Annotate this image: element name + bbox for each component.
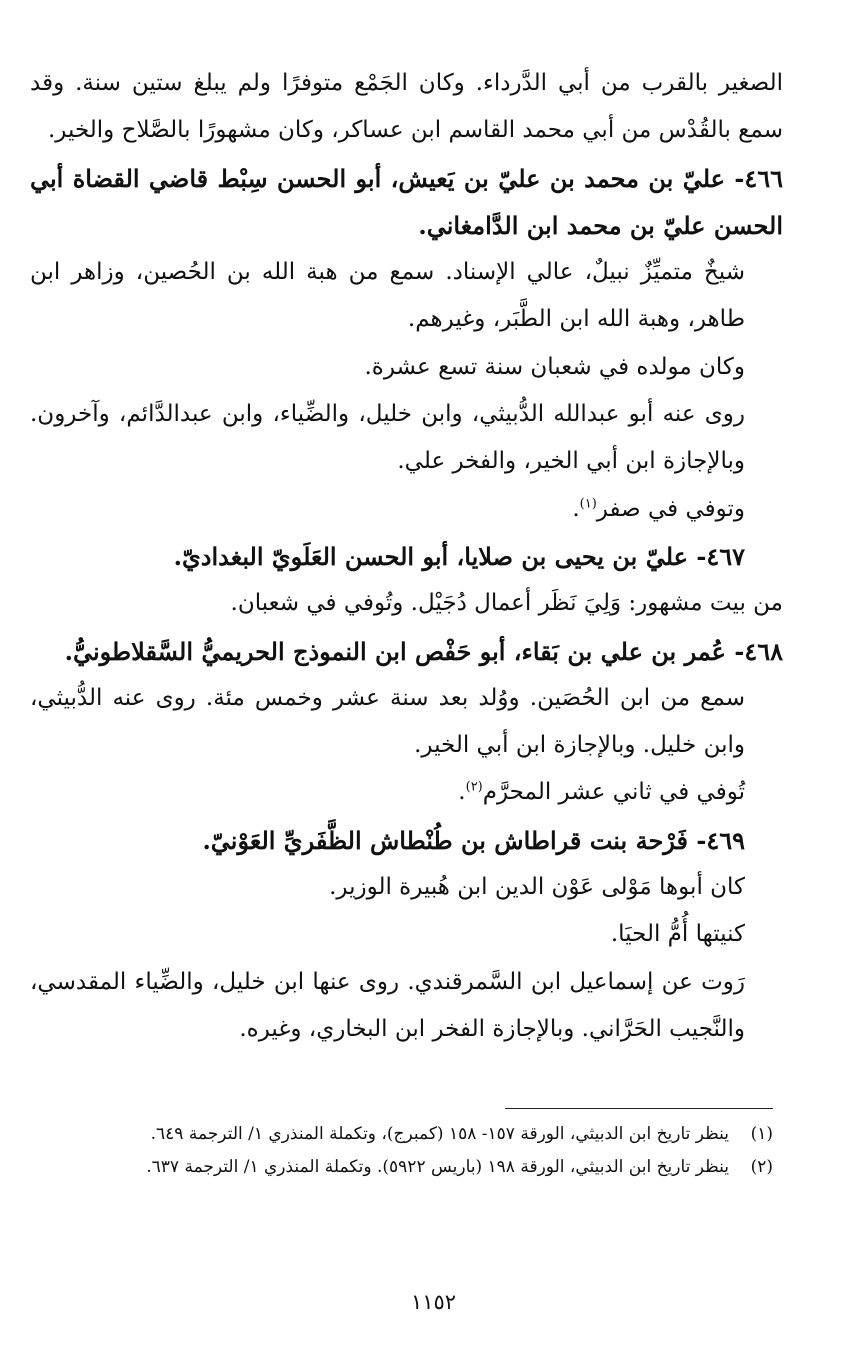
footnote-ref-2[interactable]: (٢) xyxy=(465,779,483,795)
footnote-2 xyxy=(28,1153,773,1182)
entry-466-heading xyxy=(30,155,783,250)
entry-469-paragraph-3: رَوت عن إسماعيل ابن السَّمرقندي. روى عنها ابن خليل، والضِّياء المقدسي، والنَّجيب الحَرَّاني. وبالإجازة الفخر ابن البخاري، وغيره. xyxy=(30,968,745,1042)
entry-466-death-end: . xyxy=(572,495,580,522)
entry-468-title: عُمر بن علي بن بَقاء، أبو حَفْص ابن النموذج الحريميُّ السَّقلاطونيُّ. xyxy=(64,636,726,666)
entry-467-heading xyxy=(30,533,783,580)
entry-466-paragraph-3: روى عنه أبو عبدالله الدُّبيثي، وابن خليل، والضِّياء، وابن عبدالدَّائم، وآخرون. وبالإجازة ابن أبي الخير، والفخر علي. xyxy=(30,401,745,475)
entry-468-number: ٤٦٨- xyxy=(734,636,783,666)
entry-466-paragraph-1: شيخٌ متميِّزٌ نبيلٌ، عالي الإسناد. سمع من هبة الله بن الحُصين، وزاهر ابن طاهر، وهبة الله ابن الطَّبَر، وغيرهم. xyxy=(30,259,745,333)
entry-468-death-text: تُوفي في ثاني عشر المحرَّم xyxy=(482,779,745,806)
entry-467-number: ٤٦٧- xyxy=(696,541,745,571)
footnote-1-mark: (١) xyxy=(750,1124,773,1144)
entry-466-death-text: وتوفي في صفر xyxy=(596,495,745,522)
main-text xyxy=(30,60,783,1053)
entry-466-title: عليّ بن محمد بن عليّ بن يَعيش، أبو الحسن سِبْط قاضي القضاة أبي الحسن عليّ بن محمد ابن الدَّامغاني. xyxy=(30,163,783,240)
footnote-2-text: ينظر تاريخ ابن الدبيثي، الورقة ١٩٨ (باريس ٥٩٢٢). وتكملة المنذري ١/ الترجمة ٦٣٧. xyxy=(146,1157,729,1177)
entry-466-number: ٤٦٦- xyxy=(734,163,784,193)
footnote-separator xyxy=(505,1108,773,1109)
entry-469-title: فَرْحة بنت قراطاش بن طُنْطاش الظَّفَريِّ العَوْنيّ. xyxy=(202,825,688,855)
entry-468-paragraph-2 xyxy=(30,769,783,816)
page-number: ١١٥٢ xyxy=(410,1290,457,1314)
entry-466-paragraph-2: وكان مولده في شعبان سنة تسع عشرة. xyxy=(364,353,745,380)
entry-468-paragraph-1: سمع من ابن الحُصَين. ووُلد بعد سنة عشر وخمس مئة. روى عنه الدُّبيثي، وابن خليل. وبالإجازة ابن أبي الخير. xyxy=(30,684,745,759)
footnote-1 xyxy=(28,1120,773,1149)
continuation-paragraph: الصغير بالقرب من أبي الدَّرداء. وكان الجَمْع متوفرًا ولم يبلغ ستين سنة. وقد سمع بالقُدْس من أبي محمد القاسم ابن عساكر، وكان مشهورًا بالصَّلاح والخير. xyxy=(30,70,783,144)
entry-469-paragraph-1: كان أبوها مَوْلى عَوْن الدين ابن هُبيرة الوزير. xyxy=(329,874,745,901)
entry-467-paragraph-1: من بيت مشهور: وَلِيَ نَظَر أعمال دُجَيْل. وتُوفي في شعبان. xyxy=(230,590,783,617)
entry-468-death-end: . xyxy=(458,779,466,806)
entry-468-heading xyxy=(30,628,783,675)
footnotes xyxy=(28,1120,773,1186)
entry-469-number: ٤٦٩- xyxy=(696,825,745,855)
entry-466-paragraph-4 xyxy=(30,486,783,533)
entry-469-paragraph-2: كنيتها أُمُّ الحيَا. xyxy=(610,921,745,948)
entry-467-title: عليّ بن يحيى بن صلايا، أبو الحسن العَلَويّ البغداديّ. xyxy=(173,541,688,571)
footnote-1-text: ينظر تاريخ ابن الدبيثي، الورقة ١٥٧- ١٥٨ (كمبرج)، وتكملة المنذري ١/ الترجمة ٦٤٩. xyxy=(150,1124,729,1144)
entry-469-heading xyxy=(30,817,783,864)
footnote-ref-1[interactable]: (١) xyxy=(579,496,597,512)
footnote-2-mark: (٢) xyxy=(750,1157,773,1177)
